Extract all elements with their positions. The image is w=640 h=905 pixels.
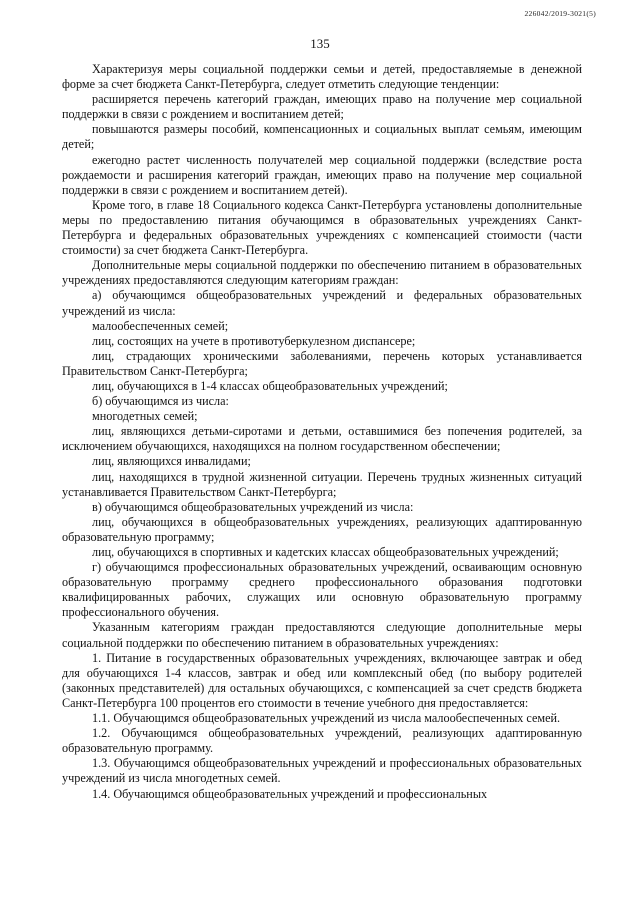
paragraph: г) обучающимся профессиональных образовательных учреждений, осваивающим основную образовательную программу среднего профессионального образования подготовки квалифицированных рабочих, служащих или основную образовательную программу профессионального обучения.	[62, 560, 582, 620]
paragraph: лиц, состоящих на учете в противотуберкулезном диспансере;	[92, 333, 416, 348]
paragraph: Дополнительные меры социальной поддержки по обеспечению питанием в образовательных учреждениях предоставляются следующим категориям граждан:	[62, 258, 582, 288]
paragraph: лиц, являющихся детьми-сиротами и детьми, оставшимися без попечения родителей, за исключением обучающихся, находящихся на полном государственном обеспечении;	[62, 424, 582, 454]
paragraph: лиц, обучающихся в общеобразовательных учреждениях, реализующих адаптированную образовательную программу;	[62, 514, 582, 544]
paragraph: лиц, обучающихся в спортивных и кадетских классах общеобразовательных учреждений;	[92, 545, 559, 559]
paragraph: лиц, находящихся в трудной жизненной ситуации. Перечень трудных жизненных ситуаций устанавливается Правительством Санкт-Петербурга;	[62, 469, 582, 499]
paragraph: многодетных семей;	[92, 409, 198, 424]
paragraph: лиц, обучающихся в 1-4 классах общеобразовательных учреждений;	[92, 378, 448, 393]
paragraph: а) обучающимся общеобразовательных учреждений и федеральных образовательных учреждений из числа:	[62, 288, 582, 318]
paragraph: малообеспеченных семей;	[92, 318, 229, 333]
paragraph: 1. Питание в государственных образовательных учреждениях, включающее завтрак и обед для обучающихся 1-4 классов, завтрак и обед или комплексный обед (по выбору родителей (законных представителей) для остальных обучающихся, с компенсацией за счет средств бюджета Санкт-Петербурга 100 процентов его стоимости в течение учебного дня предоставляется:	[62, 650, 582, 710]
paragraph: лиц, страдающих хроническими заболеваниями, перечень которых устанавливается Правительством Санкт-Петербурга;	[62, 348, 582, 378]
paragraph: в) обучающимся общеобразовательных учреждений из числа:	[92, 499, 414, 514]
paragraph: 1.1. Обучающимся общеобразовательных учреждений из числа малообеспеченных семей.	[92, 711, 561, 726]
paragraph: 1.2. Обучающимся общеобразовательных учреждений, реализующих адаптированную образовательную программу.	[62, 726, 582, 756]
paragraph: лиц, являющихся инвалидами;	[92, 454, 251, 469]
paragraph: б) обучающимся из числа:	[92, 394, 229, 409]
paragraph: ежегодно растет численность получателей мер социальной поддержки (вследствие роста рождаемости и расширения категорий граждан, имеющих право на получение мер социальной поддержки в связи с рождением и воспитанием детей).	[62, 152, 582, 197]
page-number: 135	[310, 36, 330, 51]
paragraph: Характеризуя меры социальной поддержки семьи и детей, предоставляемые в денежной форме за счет бюджета Санкт-Петербурга, следует отметить следующие тенденции:	[62, 62, 582, 92]
paragraph: Кроме того, в главе 18 Социального кодекса Санкт-Петербурга установлены дополнительные меры по предоставлению питания обучающимся в образовательных учреждениях Санкт-Петербурга и федеральных образовательных учреждениях с компенсацией стоимости (части стоимости) за счет бюджета Санкт-Петербурга.	[62, 197, 582, 258]
paragraph: 1.3. Обучающимся общеобразовательных учреждений и профессиональных образовательных учреждений из числа многодетных семей.	[62, 756, 582, 786]
paragraph: Указанным категориям граждан предоставляются следующие дополнительные меры социальной поддержки по обеспечению питанием в образовательных учреждениях:	[62, 620, 582, 650]
paragraph: повышаются размеры пособий, компенсационных и социальных выплат семьям, имеющим детей;	[62, 122, 582, 152]
document-id: 226042/2019-3021(5)	[524, 9, 596, 18]
document-body	[62, 62, 582, 802]
paragraph: расширяется перечень категорий граждан, имеющих право на получение мер социальной поддержки в связи с рождением и воспитанием детей;	[62, 92, 582, 122]
paragraph: 1.4. Обучающимся общеобразовательных учреждений и профессиональных	[92, 786, 488, 801]
